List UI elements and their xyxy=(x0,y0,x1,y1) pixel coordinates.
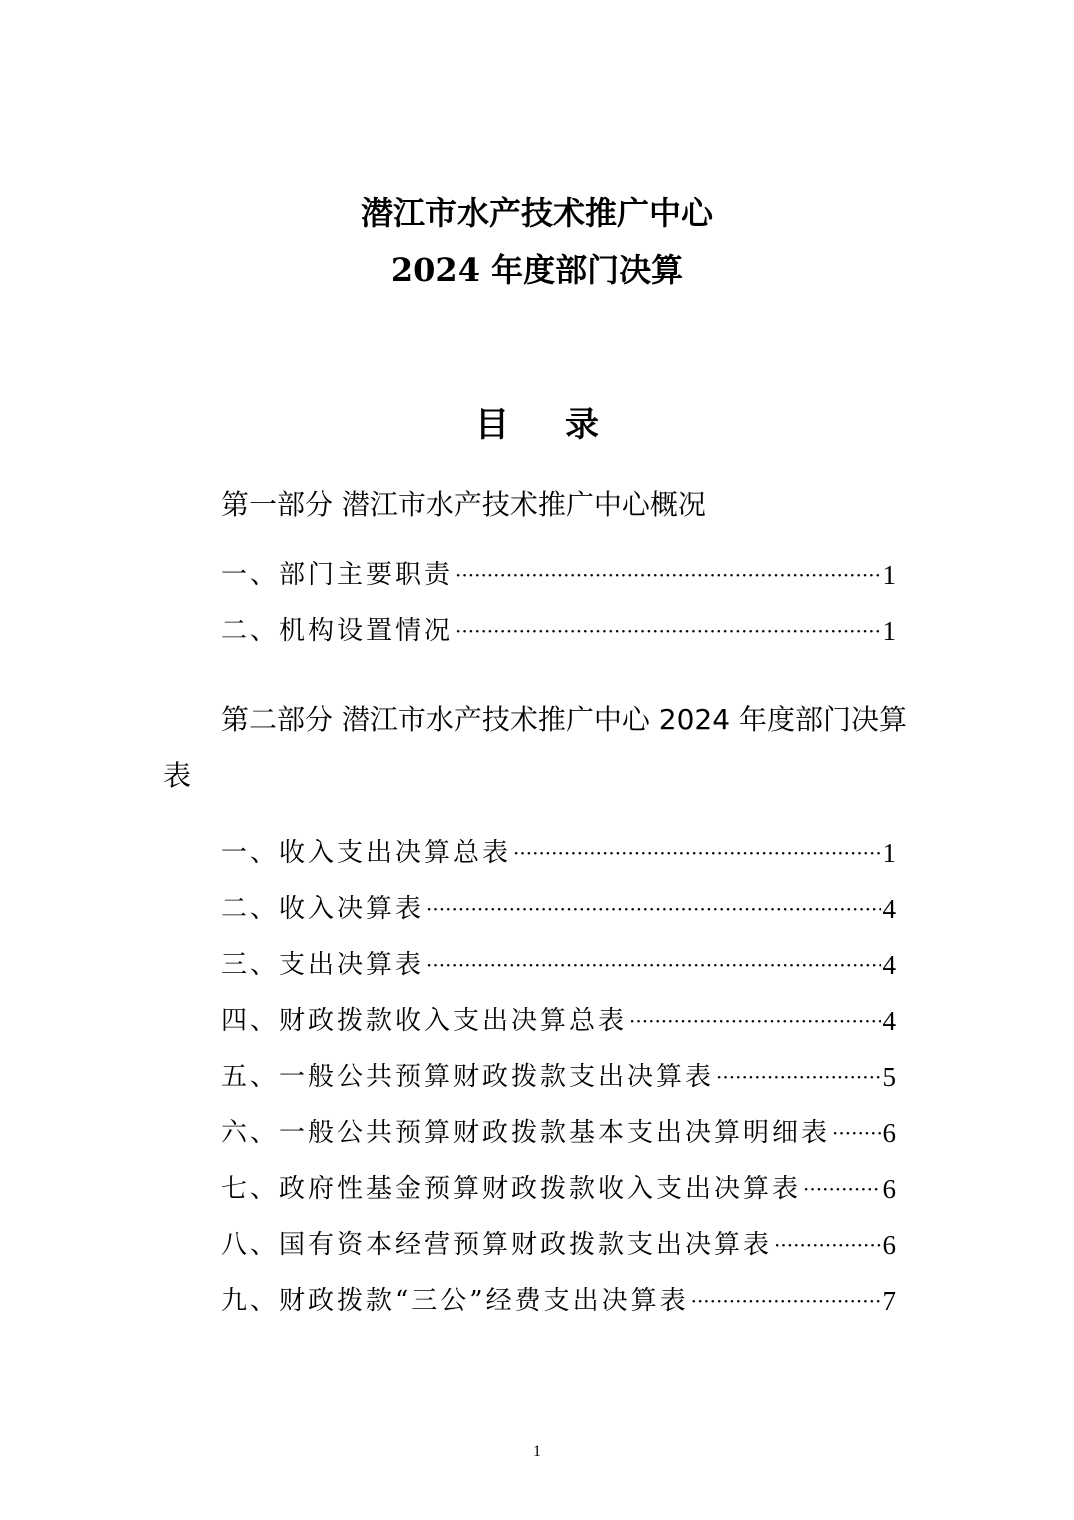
toc-leader-dots xyxy=(629,1001,880,1041)
toc-entry[interactable] xyxy=(221,945,896,985)
toc-heading: 目录 xyxy=(475,405,655,445)
toc-entry-page: 1 xyxy=(882,838,896,868)
part2-heading: 第二部分 潜江市水产技术推广中心 2024 年度部门决算 xyxy=(221,703,907,736)
toc-entry[interactable] xyxy=(221,1225,896,1265)
toc-entry-page: 4 xyxy=(882,950,896,980)
footer-page-number: 1 xyxy=(533,1443,541,1460)
toc-entry[interactable] xyxy=(221,611,896,651)
toc-entry-page: 7 xyxy=(882,1286,896,1316)
toc-entry-label: 八、国有资本经营预算财政拨款支出决算表 xyxy=(221,1230,773,1260)
toc-entry-page: 6 xyxy=(882,1230,896,1260)
toc-entry-label: 九、财政拨款“三公”经费支出决算表 xyxy=(221,1286,689,1316)
toc-entry-label: 一、部门主要职责 xyxy=(221,560,454,590)
toc-leader-dots xyxy=(716,1057,880,1097)
part2-heading-wrap: 表 xyxy=(163,759,192,792)
part1-heading: 第一部分 潜江市水产技术推广中心概况 xyxy=(221,488,706,521)
toc-entry[interactable] xyxy=(221,555,896,595)
toc-leader-dots xyxy=(455,555,880,595)
toc-entry-label: 七、政府性基金预算财政拨款收入支出决算表 xyxy=(221,1174,802,1204)
toc-entry-page: 5 xyxy=(882,1062,896,1092)
toc-entry[interactable] xyxy=(221,1057,896,1097)
toc-leader-dots xyxy=(691,1281,881,1321)
toc-entry-label: 二、收入决算表 xyxy=(221,894,425,924)
toc-entry-page: 6 xyxy=(882,1174,896,1204)
document-title-line2: 2024 年度部门决算 xyxy=(390,251,684,289)
toc-leader-dots xyxy=(513,833,880,873)
toc-leader-dots xyxy=(803,1169,880,1209)
toc-leader-dots xyxy=(832,1113,880,1153)
toc-leader-dots xyxy=(455,611,880,651)
toc-entry[interactable] xyxy=(221,833,896,873)
toc-entry-page: 4 xyxy=(882,894,896,924)
toc-entry-label: 六、一般公共预算财政拨款基本支出决算明细表 xyxy=(221,1118,831,1148)
toc-entry-label: 五、一般公共预算财政拨款支出决算表 xyxy=(221,1062,715,1092)
toc-entry-label: 二、机构设置情况 xyxy=(221,616,454,646)
toc-entry[interactable] xyxy=(221,1169,896,1209)
toc-leader-dots xyxy=(426,889,880,929)
document-title-line1: 潜江市水产技术推广中心 xyxy=(360,194,713,232)
toc-entry-label: 四、财政拨款收入支出决算总表 xyxy=(221,1006,628,1036)
toc-entry[interactable] xyxy=(221,1281,896,1321)
toc-entry-page: 1 xyxy=(882,616,896,646)
toc-entry-label: 一、收入支出决算总表 xyxy=(221,838,512,868)
toc-entry-page: 1 xyxy=(882,560,896,590)
toc-entry[interactable] xyxy=(221,889,896,929)
toc-entry[interactable] xyxy=(221,1113,896,1153)
toc-entry-label: 三、支出决算表 xyxy=(221,950,425,980)
toc-entry[interactable] xyxy=(221,1001,896,1041)
toc-entry-page: 4 xyxy=(882,1006,896,1036)
toc-leader-dots xyxy=(774,1225,880,1265)
toc-entry-page: 6 xyxy=(882,1118,896,1148)
toc-leader-dots xyxy=(426,945,880,985)
